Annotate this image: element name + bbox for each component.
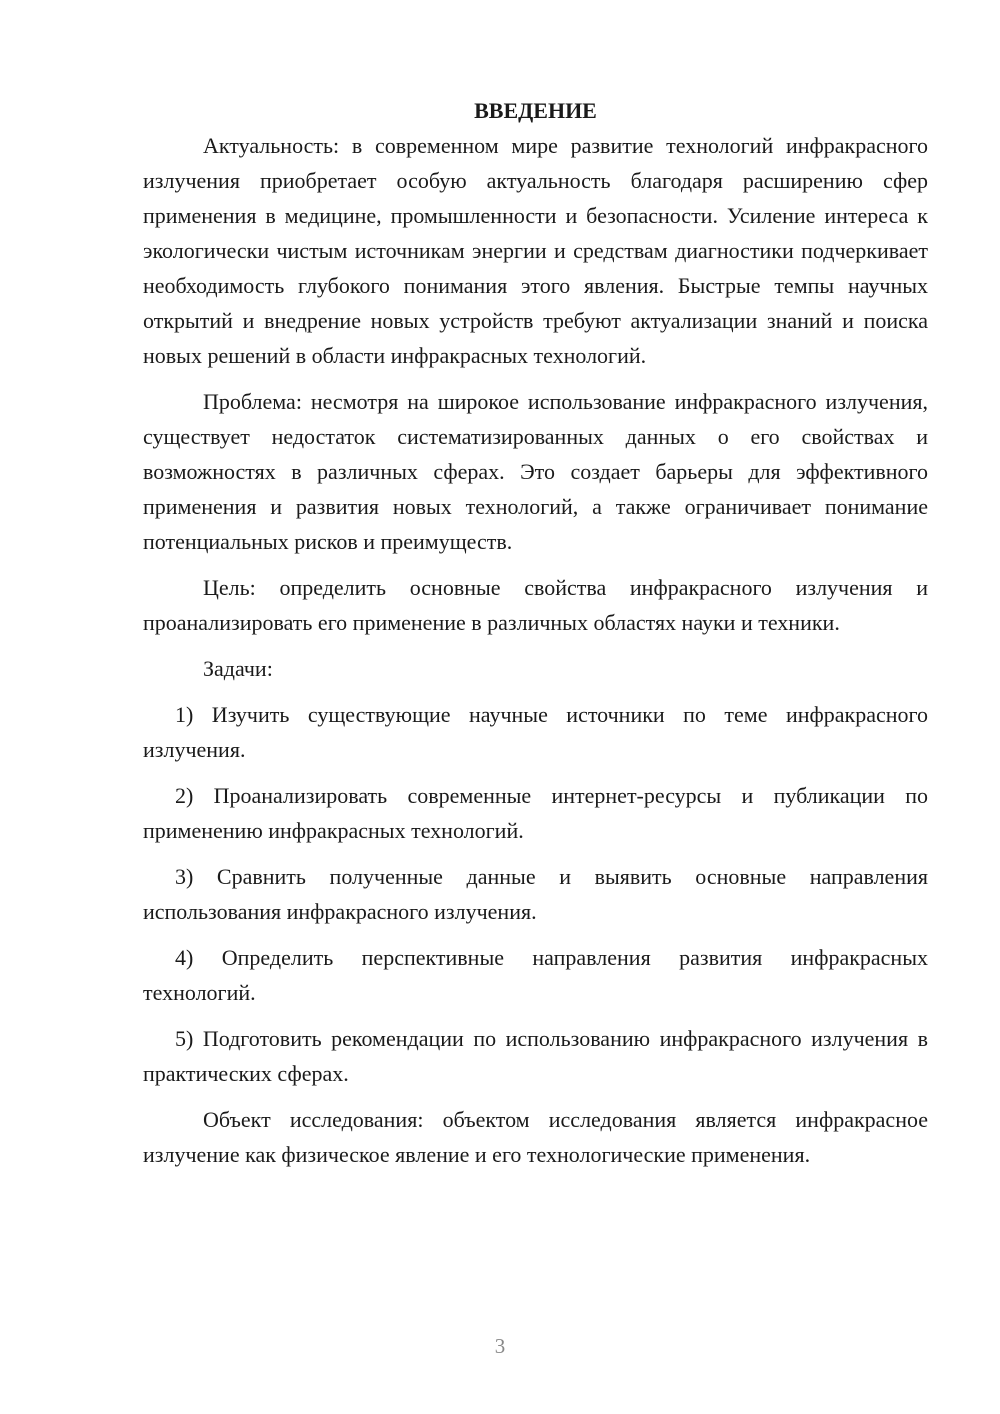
task-item: 3) Сравнить полученные данные и выявить основные направления использования инфракрасного излучения.: [143, 864, 928, 924]
goal-paragraph: Цель: определить основные свойства инфракрасного излучения и проанализировать его применение в различных областях науки и техники.: [143, 575, 928, 635]
tasks-label: Задачи:: [203, 656, 273, 681]
task-item: 5) Подготовить рекомендации по использованию инфракрасного излучения в практических сферах.: [143, 1026, 928, 1086]
document-page: [143, 94, 928, 1183]
section-title: ВВЕДЕНИЕ: [474, 98, 597, 123]
task-item: 4) Определить перспективные направления развития инфракрасных технологий.: [143, 945, 928, 1005]
relevance-paragraph: Актуальность: в современном мире развитие технологий инфракрасного излучения приобретает особую актуальность благодаря расширению сфер применения в медицине, промышленности и безопасности. Усиление интереса к экологически чистым источникам энергии и средствам диагностики подчеркивает необходимость глубокого понимания этого явления. Быстрые темпы научных открытий и внедрение новых устройств требуют актуализации знаний и поиска новых решений в области инфракрасных технологий.: [143, 133, 928, 368]
problem-paragraph: Проблема: несмотря на широкое использование инфракрасного излучения, существует недостаток систематизированных данных о его свойствах и возможностях в различных сферах. Это создает барьеры для эффективного применения и развития новых технологий, а также ограничивает понимание потенциальных рисков и преимуществ.: [143, 389, 928, 554]
object-paragraph: Объект исследования: объектом исследования является инфракрасное излучение как физическое явление и его технологические применения.: [143, 1107, 928, 1167]
task-item: 2) Проанализировать современные интернет-ресурсы и публикации по применению инфракрасных технологий.: [143, 783, 928, 843]
task-item: 1) Изучить существующие научные источники по теме инфракрасного излучения.: [143, 702, 928, 762]
page-number: 3: [494, 1334, 506, 1358]
